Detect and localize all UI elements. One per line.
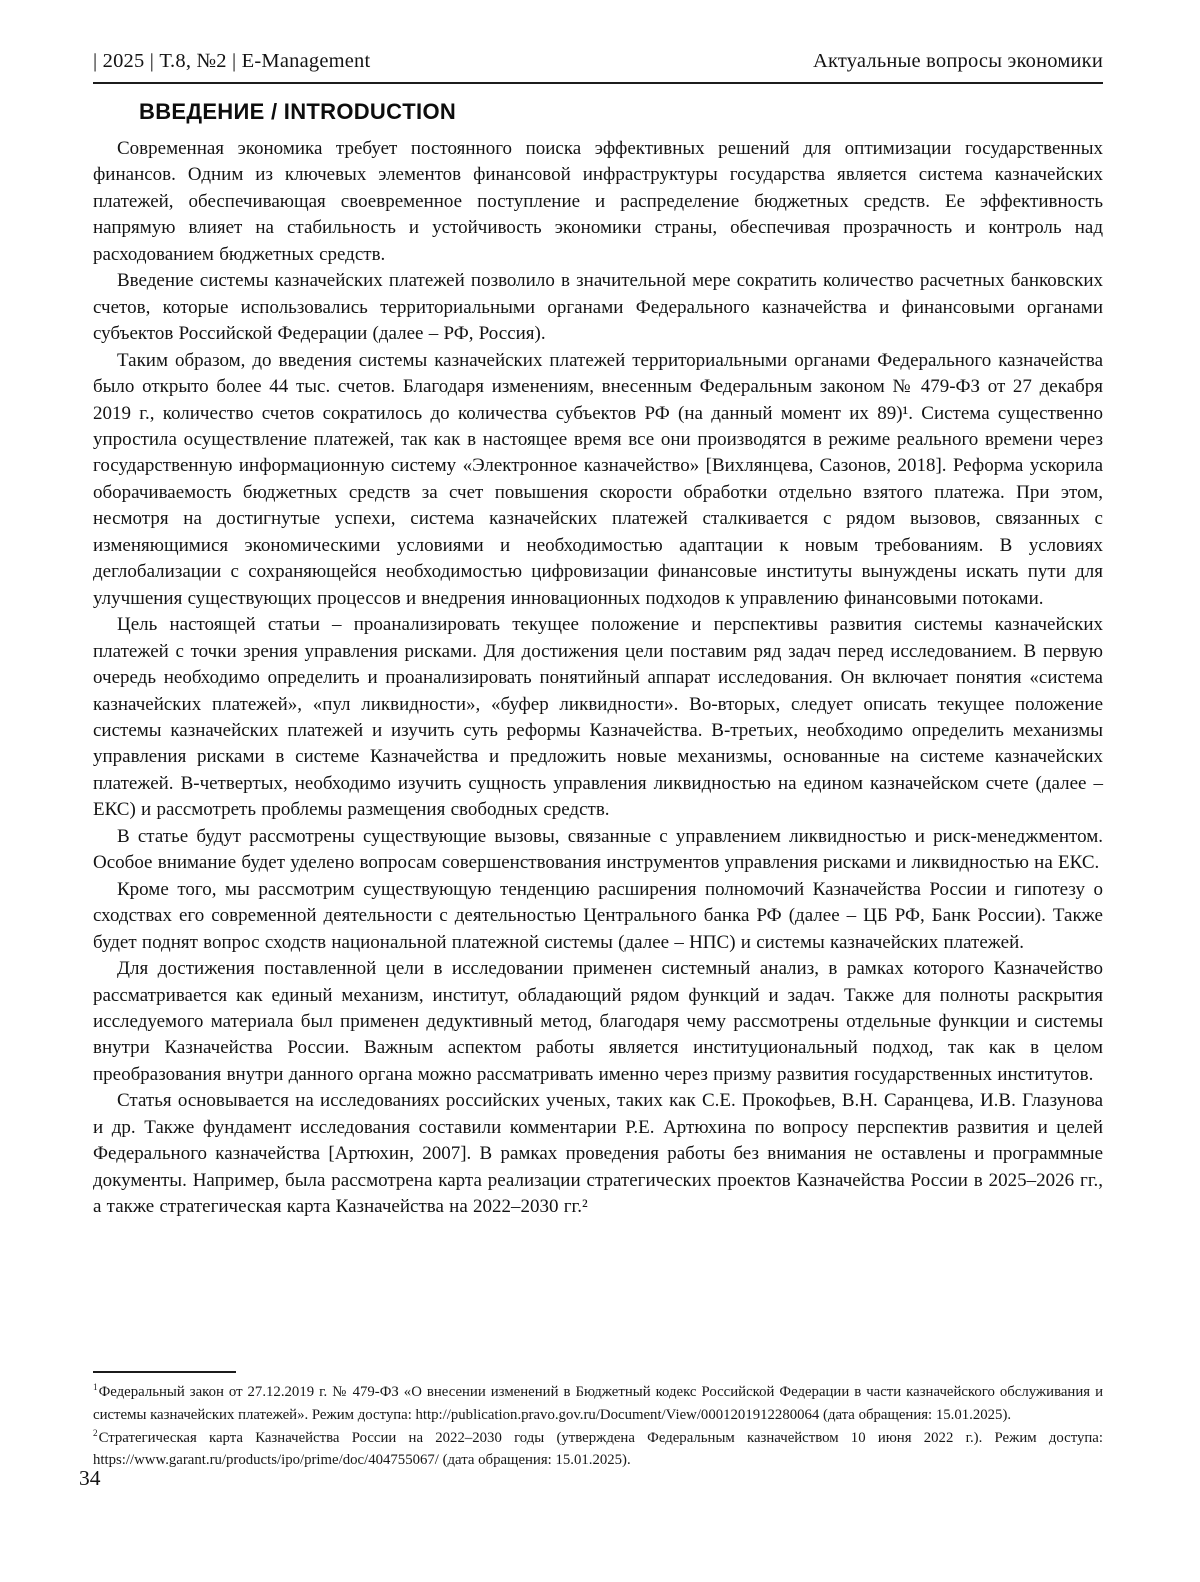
paragraph: Кроме того, мы рассмотрим существующую тенденцию расширения полномочий Казначейства России и гипотезу о сходствах его современной деятельности с деятельностью Центрального банка РФ (далее – ЦБ РФ, Банк России). Также будет поднят вопрос сходств национальной платежной системы (далее – НПС) и системы казначейских платежей. bbox=[93, 878, 1103, 953]
footnote-text: Федеральный закон от 27.12.2019 г. № 479-ФЗ «О внесении изменений в Бюджетный кодекс Российской Федерации в части казначейского обслуживания и системы казначейских платежей». Режим доступа: http://publication.pravo.gov.ru/Document/View/0001201912280064 (дата обращения: 15.01.2025). bbox=[93, 1384, 1103, 1423]
section-rubric: Актуальные вопросы экономики bbox=[812, 50, 1103, 72]
paragraph: Статья основывается на исследованиях российских ученых, таких как С.Е. Прокофьев, В.Н. Саранцева, И.В. Глазунова и др. Также фундамент исследования составили комментарии Р.Е. Артюхина по вопросу перспектив развития и целей Федерального казначейства [Артюхин, 2007]. В рамках проведения работы без внимания не оставлены и программные документы. Например, была рассмотрена карта реализации стратегических проектов Казначейства России в 2025–2026 гг., а также стратегическая карта Казначейства на 2022–2030 гг.² bbox=[93, 1090, 1103, 1218]
footnote-marker: 2 bbox=[93, 1427, 98, 1438]
footnote-text: Стратегическая карта Казначейства России на 2022–2030 годы (утверждена Федеральным казначейством 10 июня 2022 г.). Режим доступа: https://www.garant.ru/products/ipo/prime/doc/404755067/ (дата обращения: 15.01.2025). bbox=[93, 1429, 1103, 1469]
footnotes bbox=[93, 1381, 1103, 1472]
paragraph: Цель настоящей статьи – проанализировать текущее положение и перспективы развития системы казначейских платежей с точки зрения управления рисками. Для достижения цели поставим ряд задач перед исследованием. В первую очередь необходимо определить и проанализировать понятийный аппарат исследования. Он включает понятия «система казначейских платежей», «пул ликвидности», «буфер ликвидности». Во-вторых, следует описать текущее положение системы казначейских платежей и изучить суть реформы Казначейства. В-третьих, необходимо определить механизмы управления рисками в системе Казначейства и предложить новые механизмы, основанные на системе казначейских платежей. В-четвертых, необходимо изучить сущность управления ликвидностью на едином казначейском счете (далее – ЕКС) и рассмотреть проблемы размещения свободных средств. bbox=[93, 614, 1103, 821]
footnote-marker: 1 bbox=[93, 1382, 98, 1393]
footnote bbox=[93, 1381, 1103, 1427]
paragraph: Таким образом, до введения системы казначейских платежей территориальными органами Федерального казначейства было открыто более 44 тыс. счетов. Благодаря изменениям, внесенным Федеральным законом № 479-ФЗ от 27 декабря 2019 г., количество счетов сократилось до количества субъектов РФ (на данный момент их 89)¹. Система существенно упростила осуществление платежей, так как в настоящее время все они производятся в режиме реального времени через государственную информационную систему «Электронное казначейство» [Вихлянцева, Сазонов, 2018]. Реформа ускорила оборачиваемость бюджетных средств за счет повышения скорости обработки отдельно взятого платежа. При этом, несмотря на достигнутые успехи, система казначейских платежей сталкивается с рядом вызовов, связанных с изменяющимися экономическими условиями и необходимостью адаптации к новым требованиям. В условиях деглобализации с сохраняющейся необходимостью цифровизации финансовые институты вынуждены искать пути для улучшения существующих процессов и внедрения инновационных подходов к управлению финансовыми потоками. bbox=[93, 349, 1103, 609]
page-header bbox=[93, 50, 1103, 84]
journal-issue-info: | 2025 | Т.8, №2 | E-Management bbox=[93, 50, 371, 72]
paragraph: Для достижения поставленной цели в исследовании применен системный анализ, в рамках которого Казначейство рассматривается как единый механизм, институт, обладающий рядом функций и задач. Также для полноты раскрытия исследуемого материала был применен дедуктивный метод, благодаря чему рассмотрены отдельные функции и системы внутри Казначейства России. Важным аспектом работы является институциональный подход, так как в целом преобразования внутри данного органа можно рассматривать именно через призму развития государственных институтов. bbox=[93, 958, 1103, 1085]
paragraph: Современная экономика требует постоянного поиска эффективных решений для оптимизации государственных финансов. Одним из ключевых элементов финансовой инфраструктуры государства является система казначейских платежей, обеспечивающая своевременное поступление и распределение бюджетных средств. Ее эффективность напрямую влияет на стабильность и устойчивость экономики страны, обеспечивая прозрачность и контроль над расходованием бюджетных средств. bbox=[93, 138, 1103, 265]
page-content bbox=[93, 50, 1103, 1221]
page-number: 34 bbox=[79, 1466, 101, 1490]
footnote bbox=[93, 1427, 1103, 1473]
paragraph: В статье будут рассмотрены существующие вызовы, связанные с управлением ликвидностью и риск-менеджментом. Особое внимание будет уделено вопросам совершенствования инструментов управления рисками и ликвидностью на ЕКС. bbox=[93, 825, 1103, 874]
section-title: ВВЕДЕНИЕ / INTRODUCTION bbox=[139, 99, 457, 124]
article-body bbox=[93, 136, 1103, 1221]
footnote-separator bbox=[93, 1371, 236, 1373]
paragraph: Введение системы казначейских платежей позволило в значительной мере сократить количество расчетных банковских счетов, которые использовались территориальными органами Федерального казначейства и финансовыми органами субъектов Российской Федерации (далее – РФ, Россия). bbox=[93, 270, 1103, 345]
